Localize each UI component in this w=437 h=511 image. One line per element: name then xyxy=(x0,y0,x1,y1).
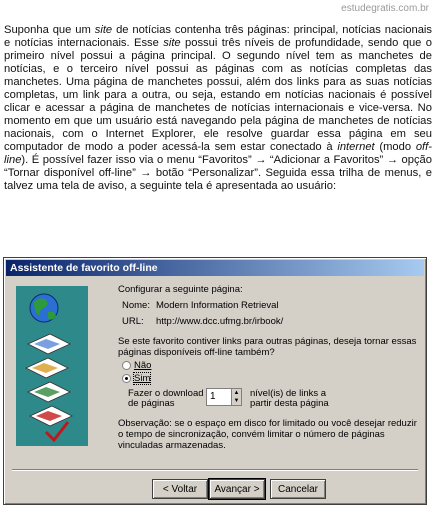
paragraph-italic: site xyxy=(163,37,181,49)
next-button[interactable]: Avançar > xyxy=(209,479,265,499)
paragraph-text: Suponha que um xyxy=(4,24,95,36)
site-watermark: estudegratis.com.br xyxy=(341,3,429,14)
offline-question: Se este favorito contiver links para outras páginas, deseja tornar essas páginas disponíveis off-line também? xyxy=(118,336,417,358)
radio-yes[interactable] xyxy=(122,373,150,384)
spin-up-icon[interactable]: ▲ xyxy=(233,390,240,396)
wizard-illustration xyxy=(16,286,88,446)
radio-no[interactable] xyxy=(122,360,151,371)
download-label-line1: Fazer o download xyxy=(128,388,204,399)
paragraph-text: possui três níveis de profundidade, sendo que o primeiro nível possui a página principal. O segundo nível tem as manchetes de notícias, e o terceiro nível possui as páginas com as notícias completas das manchetes. Uma página de manchetes possui, além dos links para as suas notícias completas, um link para a outra, ou seja, estando em notícias nacionais é possível clicar e acessar a página de manchetes de notícias internacionais e vice-versa. No momento em que um usuário está navegando pela página de manchetes de notícias nacionais, com o Internet Explorer, ele resolve guardar essa página em seu computador de modo a poder acessá-la sem estar conectado à xyxy=(4,37,432,153)
download-label xyxy=(128,389,204,409)
radio-circle-no[interactable] xyxy=(122,361,131,370)
question-paragraph xyxy=(4,24,432,193)
cancel-button[interactable]: Cancelar xyxy=(270,479,326,499)
dialog-titlebar: Assistente de favorito off-line xyxy=(6,260,424,276)
radio-yes-label: Sim xyxy=(134,373,151,384)
paragraph-italic: internet xyxy=(337,141,375,153)
radio-circle-yes[interactable] xyxy=(122,374,131,383)
levels-suffix xyxy=(250,389,329,409)
name-value: Modern Information Retrieval xyxy=(156,300,279,311)
url-label: URL: xyxy=(122,316,144,327)
offline-favorite-wizard-dialog xyxy=(3,257,427,505)
wizard-heading: Configurar a seguinte página: xyxy=(118,284,243,295)
paragraph-text: de notícias contenha três páginas: principal, notícias nacionais e notícias internacionais. Esse xyxy=(4,24,432,49)
levels-suffix-line1: nível(is) de links a xyxy=(250,388,327,399)
spin-down-icon[interactable]: ▼ xyxy=(233,398,240,404)
url-value: http://www.dcc.ufmg.br/irbook/ xyxy=(156,316,284,327)
download-label-line2: de páginas xyxy=(128,398,175,409)
levels-spinner[interactable] xyxy=(206,388,242,406)
observation-note: Observação: se o espaço em disco for limitado ou você desejar reduzir o tempo de sincronização, convém limitar o número de páginas vinculadas armazenadas. xyxy=(118,418,417,451)
name-label: Nome: xyxy=(122,300,150,311)
radio-no-label: Não xyxy=(134,360,152,371)
paragraph-text: ). É possível fazer isso via o menu “Favoritos” → “Adicionar a Favoritos” → opção “Tornar disponível off-line” → botão “Personalizar”. Seguida essa trilha de menus, e talvez uma tela de aviso, a seguinte tela é apresentada ao usuário: xyxy=(4,154,432,192)
levels-suffix-line2: partir desta página xyxy=(250,398,329,409)
paragraph-italic: site xyxy=(94,24,113,36)
spinner-buttons xyxy=(231,389,241,405)
paragraph-italic: off-line xyxy=(4,141,432,166)
back-button[interactable]: < Voltar xyxy=(152,479,208,499)
button-separator xyxy=(12,469,418,471)
paragraph-text: (modo xyxy=(374,141,416,153)
globe-icon xyxy=(30,294,58,322)
levels-value[interactable]: 1 xyxy=(210,391,216,402)
page-stack-icon xyxy=(26,334,72,426)
